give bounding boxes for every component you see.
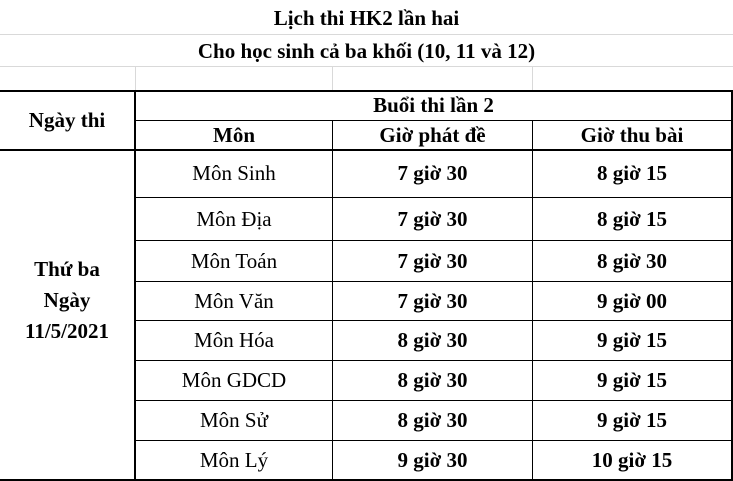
subject-cell: Môn Địa (196, 206, 272, 231)
subject-cell: Môn Hóa (194, 328, 274, 352)
start-time-cell: 8 giờ 30 (397, 328, 468, 352)
end-time-cell: 8 giờ 15 (597, 206, 667, 231)
start-time-cell: 8 giờ 30 (397, 408, 468, 432)
start-time-cell: 7 giờ 30 (397, 206, 468, 231)
end-time-cell: 8 giờ 15 (597, 161, 667, 185)
header-session: Buổi thi lần 2 (373, 93, 494, 117)
gridline (532, 66, 533, 90)
gridline (332, 66, 333, 90)
subject-cell: Môn Sử (200, 408, 268, 432)
end-time-cell: 9 giờ 15 (597, 368, 667, 392)
subject-cell: Môn GDCD (181, 368, 287, 392)
header-subject: Môn (213, 122, 255, 147)
end-time-cell: 8 giờ 30 (597, 248, 667, 273)
start-time-cell: 7 giờ 30 (397, 288, 468, 313)
header-start-time: Giờ phát đề (379, 122, 486, 147)
date-label: Ngày (43, 287, 91, 312)
subject-cell: Môn Lý (199, 447, 269, 472)
gridline (135, 66, 136, 90)
start-time-cell: 7 giờ 30 (397, 161, 468, 185)
page-subtitle: Cho học sinh cả ba khối (10, 11 và 12) (197, 38, 536, 63)
end-time-cell: 9 giờ 00 (597, 288, 667, 313)
header-date: Ngày thi (28, 107, 106, 132)
date-value: 11/5/2021 (24, 318, 109, 343)
start-time-cell: 8 giờ 30 (397, 368, 468, 392)
subject-cell: Môn Toán (190, 248, 278, 273)
start-time-cell: 9 giờ 30 (397, 447, 468, 472)
end-time-cell: 9 giờ 15 (597, 408, 667, 432)
end-time-cell: 10 giờ 15 (591, 447, 673, 472)
end-time-cell: 9 giờ 15 (597, 328, 667, 352)
subject-cell: Môn Sinh (192, 161, 276, 185)
date-weekday: Thứ ba (34, 256, 100, 281)
page-title: Lịch thi HK2 lần hai (273, 5, 460, 30)
exam-date-cell (0, 240, 134, 360)
subject-cell: Môn Văn (194, 288, 274, 313)
start-time-cell: 7 giờ 30 (397, 248, 468, 273)
header-end-time: Giờ thu bài (580, 122, 684, 147)
